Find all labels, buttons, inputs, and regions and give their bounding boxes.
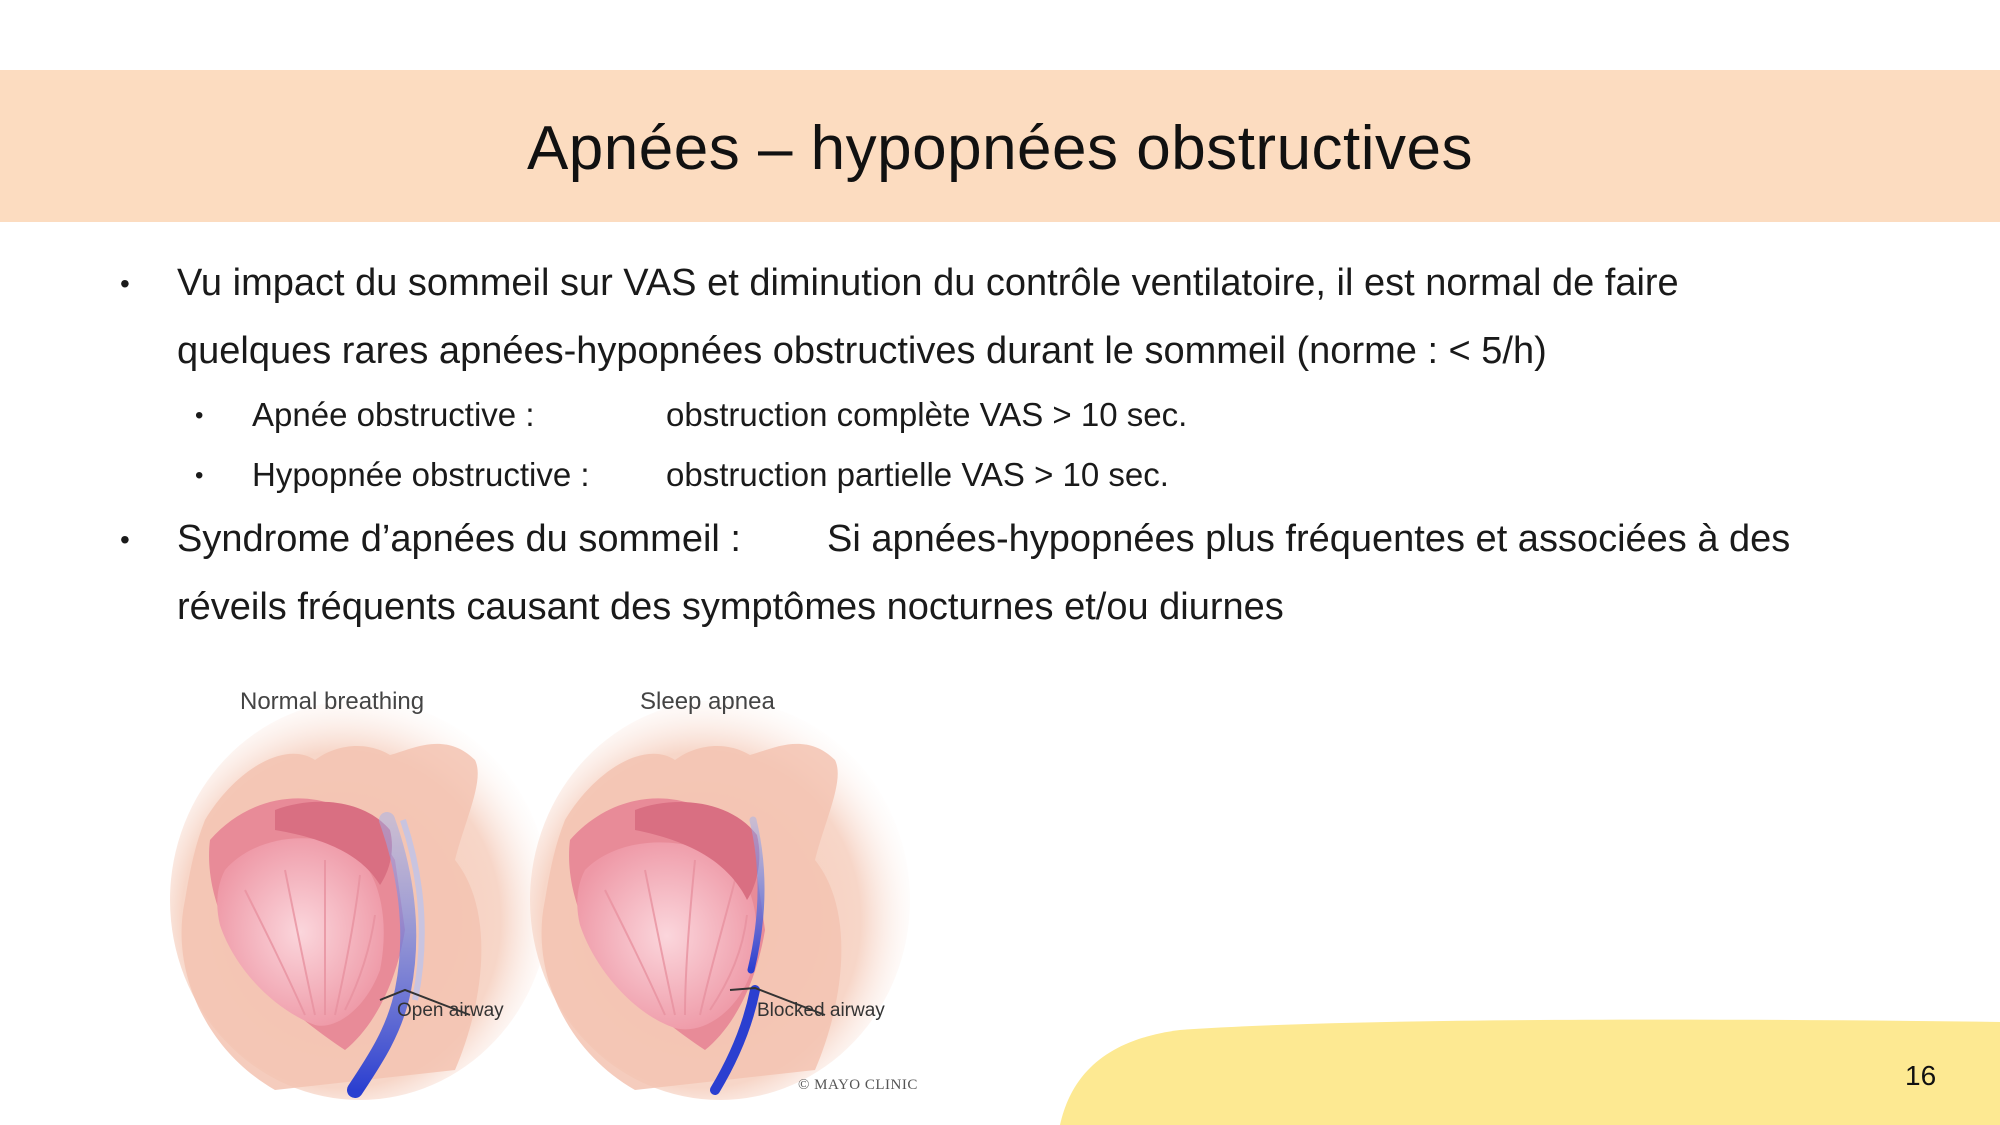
bullet-1-line-2: quelques rares apnées-hypopnées obstructives durant le sommeil (norme : < 5/h): [177, 330, 1547, 372]
bullet-dot: •: [120, 524, 130, 555]
sub-bullet-1-definition: obstruction complète VAS > 10 sec.: [666, 396, 1188, 433]
bullet-dot: •: [120, 268, 130, 299]
slide-title: Apnées – hypopnées obstructives: [526, 113, 1474, 183]
page-number: 16: [1905, 1060, 1937, 1091]
sleep-apnea-label: Sleep apnea: [640, 688, 775, 715]
sub-bullet-1-term: Apnée obstructive :: [252, 396, 535, 433]
bullet-2-line-1: Si apnées-hypopnées plus fréquentes et associées à des: [827, 518, 1791, 560]
bullet-2-term: Syndrome d’apnées du sommeil :: [177, 518, 741, 560]
image-credit: © MAYO CLINIC: [798, 1077, 918, 1093]
sub-bullet-dot: •: [195, 402, 204, 429]
sub-bullet-2-term: Hypopnée obstructive :: [252, 456, 590, 493]
bullet-1-line-1: Vu impact du sommeil sur VAS et diminution du contrôle ventilatoire, il est normal de faire: [177, 262, 1679, 304]
sub-bullet-dot: •: [195, 462, 204, 489]
bullet-2-line-2: réveils fréquents causant des symptômes nocturnes et/ou diurnes: [177, 586, 1284, 628]
open-airway-callout: Open airway: [397, 1000, 504, 1021]
sub-bullet-2-definition: obstruction partielle VAS > 10 sec.: [666, 456, 1169, 493]
normal-breathing-label: Normal breathing: [240, 688, 425, 715]
blocked-airway-callout: Blocked airway: [757, 1000, 885, 1021]
